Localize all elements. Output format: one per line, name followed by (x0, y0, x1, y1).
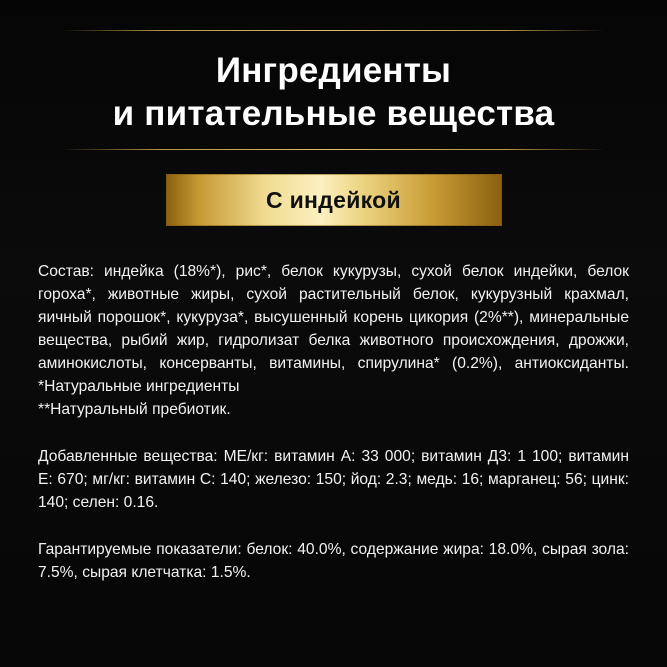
composition-text: Состав: индейка (18%*), рис*, белок кукурузы, сухой белок индейки, белок гороха*, животные жиры, сухой растительный белок, кукурузный крахмал, яичный порошок*, кукуруза*, высушенный корень цикория (2%**), минеральные вещества, рыбий жир, гидролизат белка животного происхождения, дрожжи, аминокислоты, консерванты, витамины, спирулина* (0.2%), антиоксиданты. *Натуральные ингредиенты (38, 263, 629, 395)
page-title-line-1: Ингредиенты (215, 51, 452, 90)
page-title (0, 31, 667, 149)
analytical-constituents-text: Гарантируемые показатели: белок: 40.0%, содержание жира: 18.0%, сырая зола: 7.5%, сырая клетчатка: 1.5%. (38, 541, 629, 581)
page-title-line-2: и питательные вещества (112, 94, 555, 133)
additives-text: Добавленные вещества: МЕ/кг: витамин А: 33 000; витамин Д3: 1 100; витамин Е: 670; мг/кг: витамин С: 140; железо: 150; йод: 2.3; медь: 16; марганец: 56; цинк: 140; селен: 0.16. (38, 448, 629, 511)
flavor-badge-label: С индейкой (266, 186, 401, 213)
divider-bottom (65, 149, 602, 150)
content (0, 226, 667, 584)
flavor-badge (166, 174, 502, 226)
prebiotic-note-text: **Натуральный пребиотик. (38, 401, 231, 418)
header (0, 0, 667, 150)
flavor-badge-container (0, 174, 667, 226)
